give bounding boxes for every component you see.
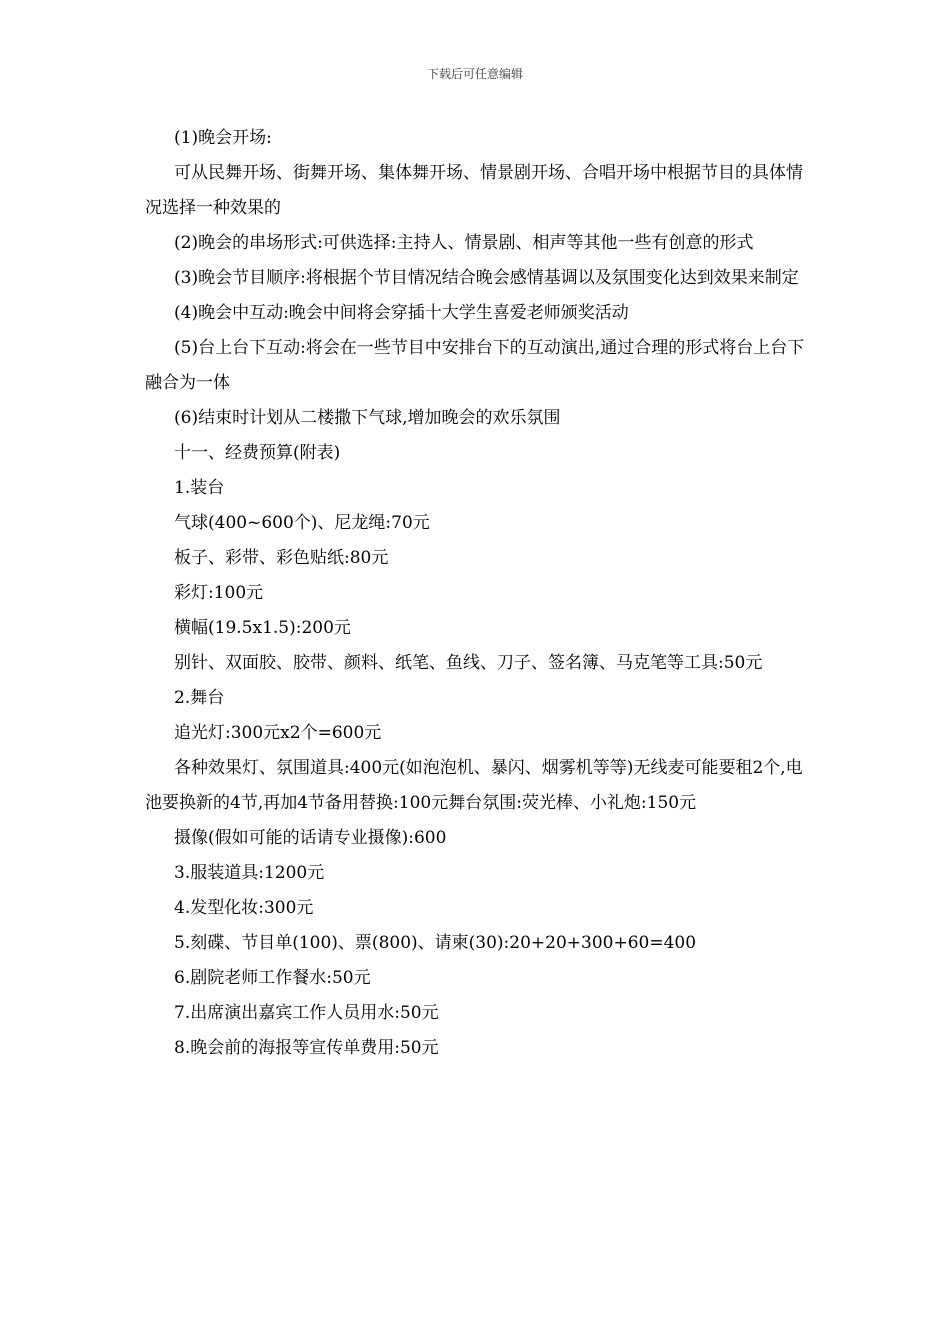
paragraph: 各种效果灯、氛围道具:400元(如泡泡机、暴闪、烟雾机等等)无线麦可能要租2个,电池要换新的4节,再加4节备用替换:100元舞台氛围:荧光棒、小礼炮:150元 (145, 758, 803, 813)
paragraph: 6.剧院老师工作餐水:50元 (174, 968, 371, 988)
paragraph: 可从民舞开场、街舞开场、集体舞开场、情景剧开场、合唱开场中根据节目的具体情况选择一种效果的 (145, 163, 803, 218)
paragraph: (1)晚会开场: (174, 128, 272, 148)
paragraph: 3.服装道具:1200元 (174, 863, 325, 883)
paragraph: (4)晚会中互动:晚会中间将会穿插十大学生喜爱老师颁奖活动 (174, 303, 629, 323)
paragraph: 横幅(19.5x1.5):200元 (174, 618, 351, 638)
section-heading: 十一、经费预算(附表) (174, 443, 341, 463)
paragraph: 摄像(假如可能的话请专业摄像):600 (174, 828, 447, 848)
paragraph: 1.装台 (174, 478, 225, 498)
paragraph: (5)台上台下互动:将会在一些节目中安排台下的互动演出,通过合理的形式将台上台下融合为一体 (145, 338, 805, 393)
document-body (145, 121, 810, 1066)
paragraph: 5.刻碟、节目单(100)、票(800)、请柬(30):20+20+300+60=400 (174, 933, 697, 953)
paragraph: (3)晚会节目顺序:将根据个节目情况结合晚会感情基调以及氛围变化达到效果来制定 (174, 268, 799, 288)
paragraph: 板子、彩带、彩色贴纸:80元 (174, 548, 389, 568)
paragraph: 气球(400~600个)、尼龙绳:70元 (174, 513, 430, 533)
paragraph: 8.晚会前的海报等宣传单费用:50元 (174, 1038, 439, 1058)
page-header: 下载后可任意编辑 (426, 67, 523, 81)
paragraph: 7.出席演出嘉宾工作人员用水:50元 (174, 1003, 439, 1023)
paragraph: 2.舞台 (174, 688, 225, 708)
paragraph: (6)结束时计划从二楼撒下气球,增加晚会的欢乐氛围 (174, 408, 561, 428)
paragraph: 4.发型化妆:300元 (174, 898, 314, 918)
paragraph: 别针、双面胶、胶带、颜料、纸笔、鱼线、刀子、签名簿、马克笔等工具:50元 (174, 653, 763, 673)
paragraph: (2)晚会的串场形式:可供选择:主持人、情景剧、相声等其他一些有创意的形式 (174, 233, 754, 253)
paragraph: 追光灯:300元x2个=600元 (174, 723, 382, 743)
paragraph: 彩灯:100元 (174, 583, 264, 603)
